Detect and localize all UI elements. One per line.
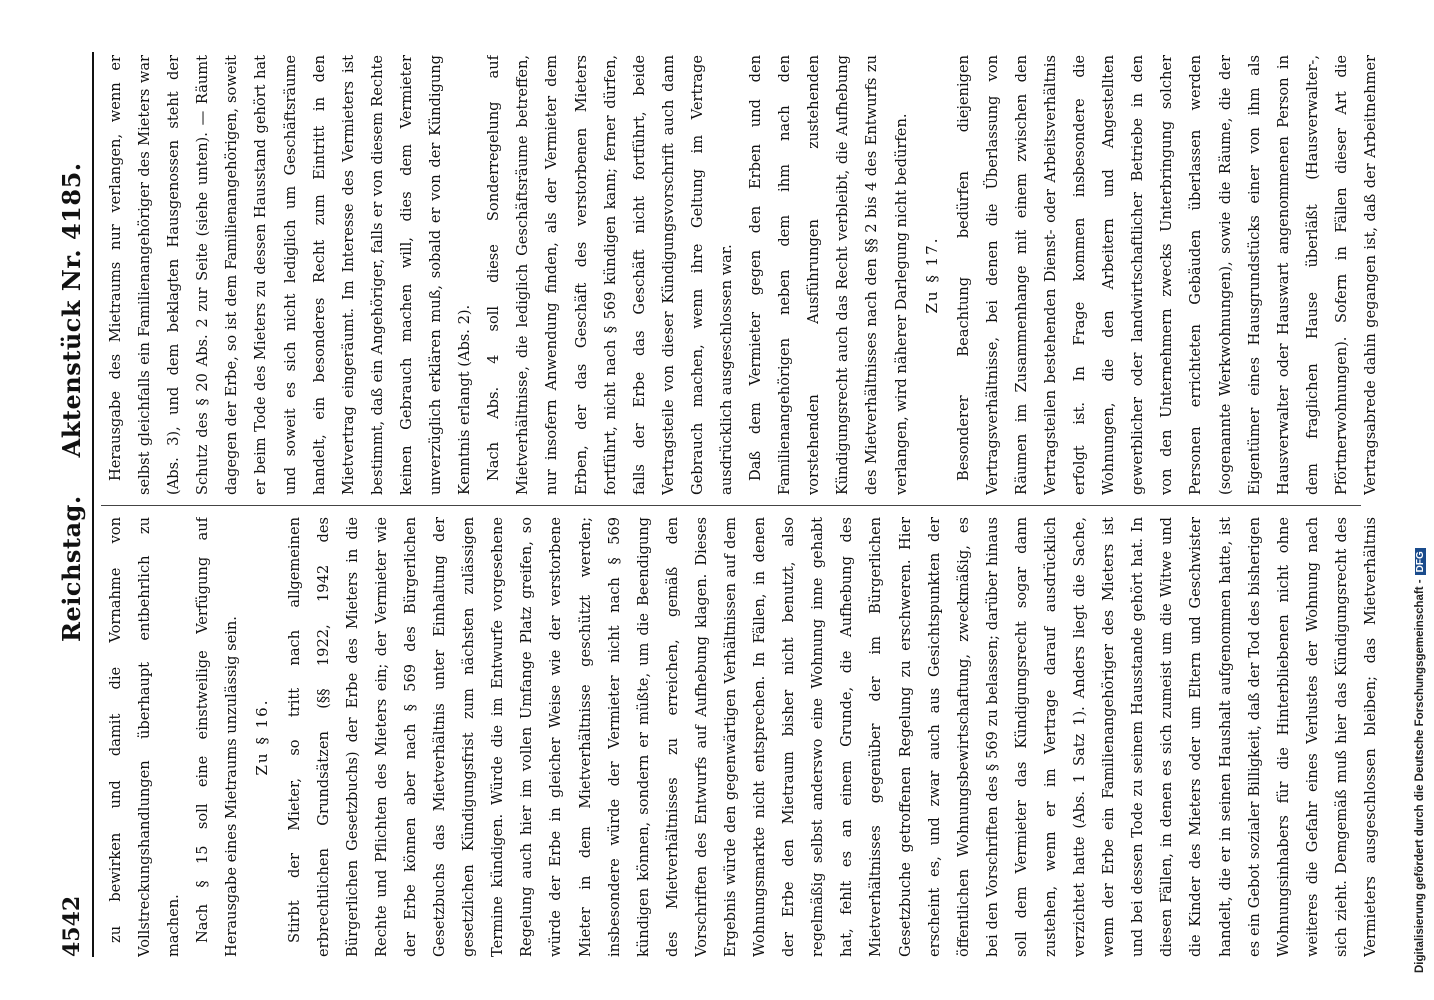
paragraph: Stirbt der Mieter, so tritt nach allgemeinen erbrechtlichen Grundsätzen (§§ 1922, 1942 des Bürgerlichen Gesetzbuchs) der Erbe des Mieters in die Rechte und Pflichten des Mieters ein; der Vermieter wie der Erbe können aber nach § 569 des Bürgerlichen Gesetzbuchs das Mietverhältnis unter Einhaltung der gesetzlichen Kündigungsfrist zum nächsten zulässigen Termine kündigen. Würde die im Entwurfe vorgesehene Regelung auch hier im vollen Umfange Platz greifen, so würde der Erbe in gleicher Weise wie der verstorbene Mieter in dem Mietverhältnisse geschützt werden; insbesondere würde der Vermieter nicht nach § 569 kündigen können, sondern er müßte, um die Beendigung des Mietverhältnisses zu erreichen, gemäß den Vorschriften des Entwurfs auf Aufhebung klagen. Dieses Ergebnis würde den gegenwärtigen Verhältnissen auf dem Wohnungsmarkte nicht entsprechen. In Fällen, in denen der Erbe den Mietraum bisher nicht benutzt, also regelmäßig selbst anderswo eine Wohnung inne gehabt hat, fehlt es an einem Grunde, die Aufhebung des Mietverhältnisses gegenüber der im Bürgerlichen Gesetzbuche getroffenen Regelung zu erschweren. Hier erscheint es, und zwar auch aus Gesichtspunkten der öffentlichen Wohnungsbewirtschaftung, zweckmäßig, es bei den Vorschriften des § 569 zu belassen; darüber hinaus soll dem Vermieter das Kündigungsrecht sogar dann zustehen, wenn er im Vertrage darauf ausdrücklich verzichtet hatte (Abs. 1 Satz 1). Anders liegt die Sache, wenn der Erbe ein Familienangehöriger des Mieters ist und bei dessen Tode zu seinem Hausstande gehört hat. In diesen Fällen, in denen es sich zumeist um die Witwe und die Kinder des Mieters oder um Eltern und Geschwister handelt, die er in seinen Haushalt aufgenommen hatte, ist es ein Gebot sozialer Billigkeit, daß der Tod des bisherigen Wohnungsinhabers für die Hinterbliebenen nicht ohne weiteres die Gefahr eines Verlustes der Wohnung nach sich zieht. Demgemäß muß hier das Kündigungsrecht des Vermieters ausgeschlossen bleiben; das Mietverhältnis <box>285 517 1380 957</box>
header-left-title: Reichstag. <box>57 495 86 642</box>
page-title <box>57 124 86 642</box>
dfg-logo: DFG <box>1415 548 1426 575</box>
page-header <box>57 52 97 957</box>
header-right-title: Aktenstück Nr. 4185. <box>57 162 86 458</box>
right-column <box>101 55 1381 495</box>
paragraph: Herausgabe des Mietraums nur verlangen, wenn er selbst gleichfalls ein Familienangehöriger des Mieters war (Abs. 3), und dem beklagten Hausgenossen steht der Schutz des § 20 Abs. 2 zur Seite (siehe unten). — Räumt dagegen der Erbe, so ist dem Familienangehörigen, soweit er beim Tode des Mieters zu dessen Hausstand gehört hat und soweit es sich nicht lediglich um Geschäftsräume handelt, ein besonderes Recht zum Eintritt in den Mietvertrag eingeräumt. Im Interesse des Vermieters ist bestimmt, daß ein Angehöriger, falls er von diesem Rechte keinen Gebrauch machen will, dies dem Vermieter unverzüglich erklären muß, sobald er von der Kündigung Kenntnis erlangt (Abs. 2). <box>107 55 474 495</box>
credit-text: Digitalisierung gefördert durch die Deutsche Forschungsgemeinschaft - <box>1414 579 1426 973</box>
column-divider <box>101 505 1361 506</box>
section-heading: Zu § 17. <box>922 236 941 314</box>
header-rule <box>92 52 94 957</box>
page-number: 4542 <box>59 895 85 957</box>
paragraph: zu bewirken und damit die Vornahme von Vollstreckungshandlungen überhaupt entbehrlich zu machen. <box>107 517 183 957</box>
paragraph: Besonderer Beachtung bedürfen diejenigen Vertragsverhältnisse, bei denen die Überlassung von Räumen im Zusammenhange mit einem zwischen den Vertragsteilen bestehenden Dienst- oder Arbeitsverhältnis erfolgt ist. In Frage kommen insbesondere die Wohnungen, die den Arbeitern und Angestellten gewerblicher oder landwirtschaftlicher Betriebe in den von den Unternehmern zwecks Unterbringung solcher Personen errichteten Gebäuden überlassen werden (sogenannte Werkwohnungen), sowie die Räume, die der Eigentümer eines Hausgrundstücks einer von ihm als Hausverwalter oder Hauswart angenommenen Person in dem fraglichen Hause überläßt (Hausverwalter-, Pförtnerwohnungen). Sofern in Fällen dieser Art die Vertragsabrede dahin gegangen ist, daß der Arbeitnehmer <box>954 55 1380 495</box>
section-heading: Zu § 16. <box>253 698 272 776</box>
left-column <box>101 517 1381 957</box>
paragraph: Daß dem Vermieter gegen den Erben und den Familienangehörigen neben dem ihm nach den vorstehenden Ausführungen zustehenden Kündigungsrecht auch das Recht verbleibt, die Aufhebung des Mietverhältnisses nach den §§ 2 bis 4 des Entwurfs zu verlangen, wird näherer Darlegung nicht bedürfen. <box>747 55 910 495</box>
paragraph: Nach Abs. 4 soll diese Sonderregelung auf Mietverhältnisse, die lediglich Geschäftsräume betreffen, nur insofern Anwendung finden, als der Vermieter dem Erben, der das Geschäft des verstorbenen Mieters fortführt, nicht nach § 569 kündigen kann; ferner dürfen, falls der Erbe das Geschäft nicht fortführt, beide Vertragsteile von dieser Kündigungsvorschrift auch dann Gebrauch machen, wenn ihre Geltung im Vertrage ausdrücklich ausgeschlossen war. <box>485 55 735 495</box>
document-page <box>57 52 1387 957</box>
digitization-credit <box>1414 13 1430 973</box>
paragraph: Nach § 15 soll eine einstweilige Verfügung auf Herausgabe eines Mietraums unzulässig sein. <box>194 517 241 957</box>
